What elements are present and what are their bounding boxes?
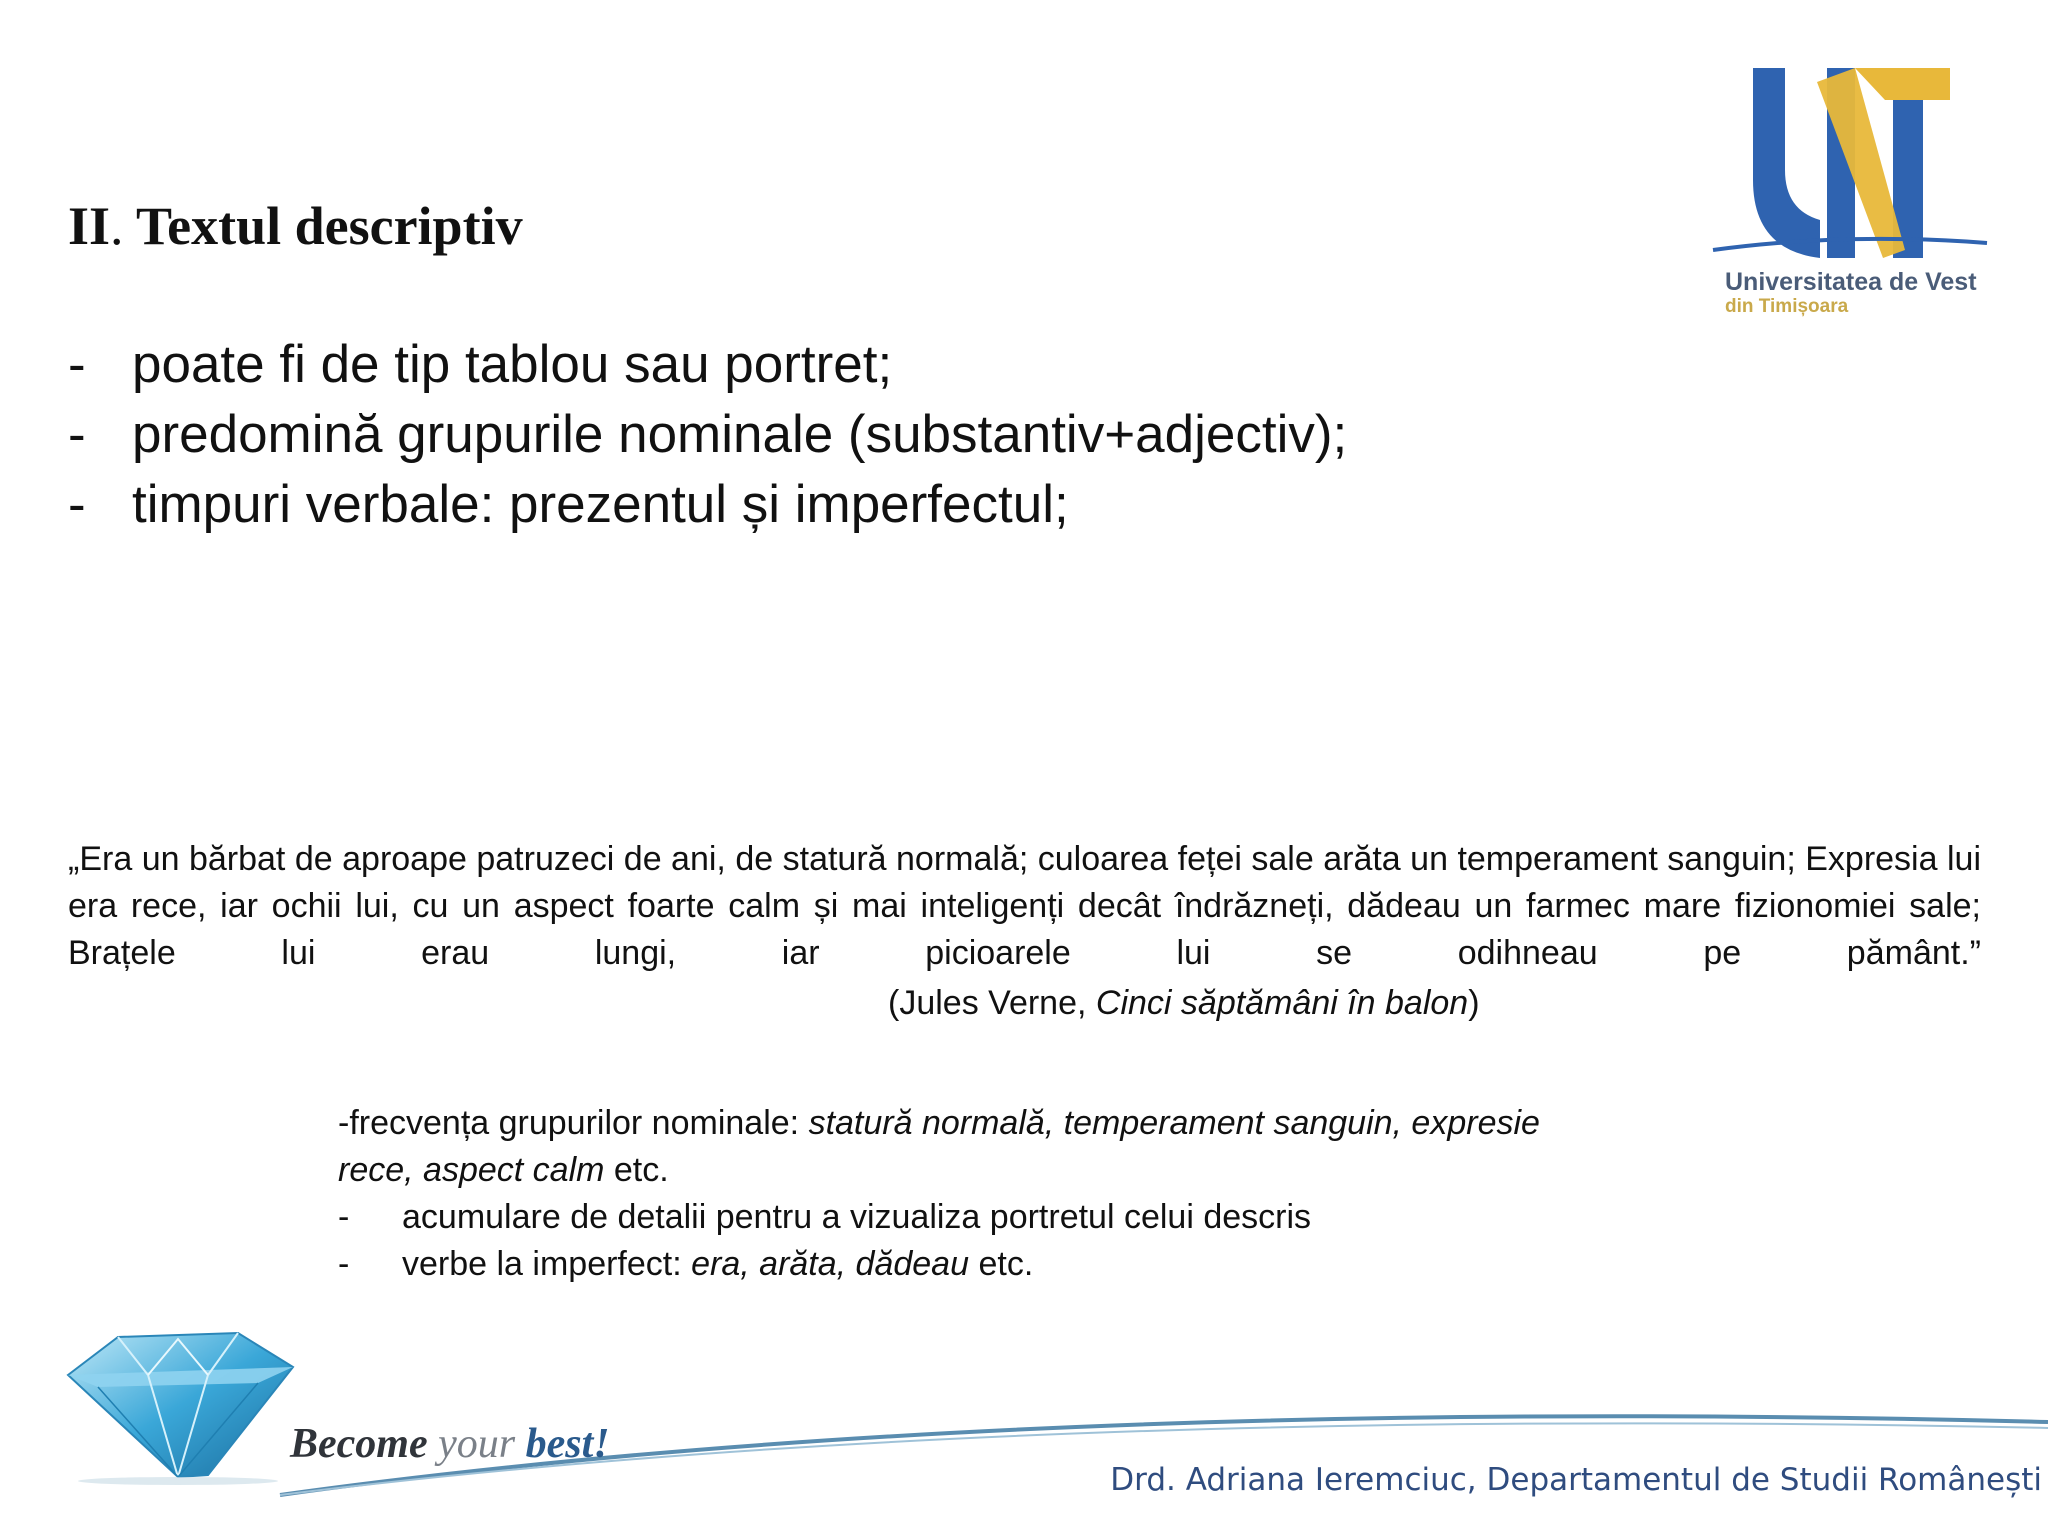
logo-text-line2: din Timișoara bbox=[1725, 296, 1849, 317]
analysis-suffix: etc. bbox=[604, 1151, 669, 1189]
bullet-dash: - bbox=[68, 475, 86, 534]
slide-title bbox=[68, 195, 523, 257]
analysis-bullet bbox=[338, 1241, 1838, 1288]
main-point-text: predomină grupurile nominale (substantiv+adjectiv); bbox=[132, 405, 1348, 464]
slogan-word: Become bbox=[290, 1421, 428, 1467]
analysis-label: -frecvența grupurilor nominale: bbox=[338, 1104, 809, 1142]
bullet-dash: - bbox=[68, 335, 86, 394]
main-point-text: poate fi de tip tablou sau portret; bbox=[132, 335, 893, 394]
main-point bbox=[68, 330, 1568, 400]
logo-text-line1: Universitatea de Vest bbox=[1725, 268, 1977, 296]
university-logo bbox=[1705, 60, 1995, 330]
analysis-line bbox=[338, 1100, 1838, 1147]
analysis-bullet-text: acumulare de detalii pentru a vizualiza portretul celui descris bbox=[402, 1198, 1312, 1236]
bullet-dash: - bbox=[68, 405, 86, 464]
main-point bbox=[68, 470, 1568, 540]
slogan-word: best! bbox=[525, 1421, 610, 1467]
bullet-dash: - bbox=[338, 1245, 350, 1283]
slogan bbox=[290, 1420, 610, 1468]
analysis-examples: rece, aspect calm bbox=[338, 1151, 605, 1189]
diamond-icon bbox=[58, 1325, 308, 1485]
analysis-bullet bbox=[338, 1194, 1838, 1241]
title-text: Textul descriptiv bbox=[123, 196, 523, 256]
footer-author: Drd. Adriana Ieremciuc, Departamentul de Studii Românești bbox=[1110, 1462, 2042, 1498]
main-point bbox=[68, 400, 1568, 470]
title-separator: . bbox=[110, 196, 124, 256]
analysis-suffix: etc. bbox=[969, 1245, 1034, 1283]
analysis-examples: era, arăta, dădeau bbox=[691, 1245, 970, 1283]
citation-close: ) bbox=[1468, 984, 1480, 1022]
citation-author: (Jules Verne, bbox=[888, 984, 1096, 1022]
analysis-bullet-label: verbe la imperfect: bbox=[402, 1245, 692, 1283]
title-numeral: II bbox=[68, 196, 111, 256]
main-points-list bbox=[68, 330, 1568, 540]
analysis-line bbox=[338, 1147, 1838, 1194]
analysis-examples: statură normală, temperament sanguin, expresie bbox=[808, 1104, 1540, 1142]
quote-paragraph: „Era un bărbat de aproape patruzeci de ani, de statură normală; culoarea feței sale arăta un temperament sanguin; Expresia lui era rece, iar ochii lui, cu un aspect foarte calm și mai inteligenți decât îndrăzneți, dădeau un farmec mare fizionomiei sale; Brațele lui erau lungi, iar picioarele lui se odihneau pe pământ.” bbox=[68, 840, 1981, 972]
analysis-block bbox=[338, 1100, 1838, 1288]
slogan-word: your bbox=[438, 1421, 516, 1467]
citation-work: Cinci săptămâni în balon bbox=[1095, 984, 1469, 1022]
bullet-dash: - bbox=[338, 1198, 350, 1236]
quote-citation bbox=[888, 980, 1480, 1027]
main-point-text: timpuri verbale: prezentul și imperfectul; bbox=[132, 475, 1069, 534]
